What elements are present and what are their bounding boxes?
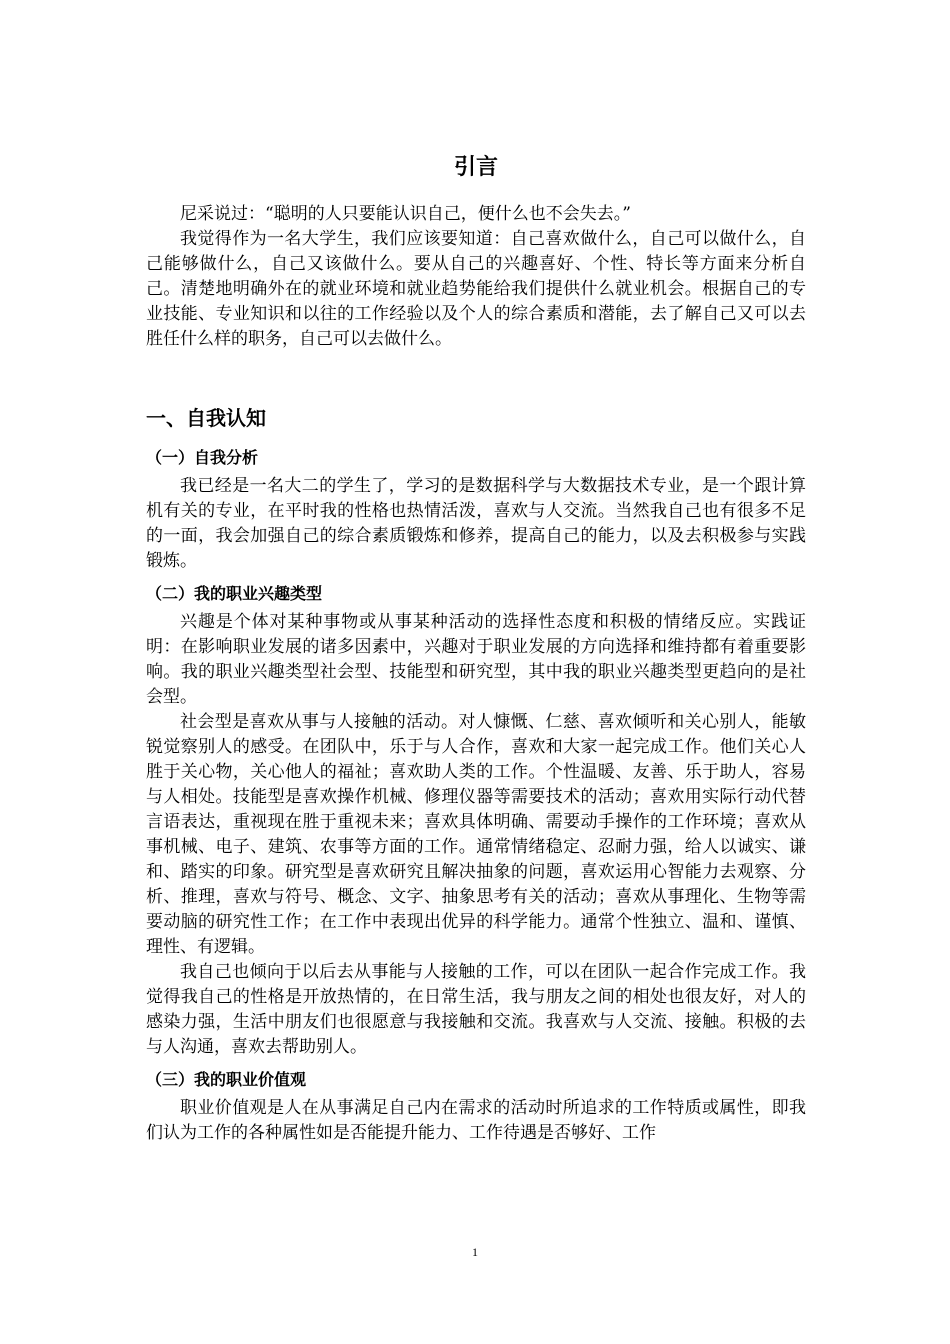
intro-paragraph-2: 我觉得作为一名大学生，我们应该要知道：自己喜欢做什么，自己可以做什么，自己能够做什么，自己又该做什么。要从自己的兴趣喜好、个性、特长等方面来分析自己。清楚地明确外在的就业环境和就业趋势能给我们提供什么就业机会。根据自己的专业技能、专业知识和以往的工作经验以及个人的综合素质和潜能，去了解自己又可以去胜任什么样的职务，自己可以去做什么。	[146, 229, 806, 349]
self-analysis-paragraph: 我已经是一名大二的学生了，学习的是数据科学与大数据技术专业，是一个跟计算机有关的专业，在平时我的性格也热情活泼，喜欢与人交流。当然我自己也有很多不足的一面，我会加强自己的综合素质锻炼和修养，提高自己的能力，以及去积极参与实践锻炼。	[146, 476, 806, 571]
career-values-paragraph: 职业价值观是人在从事满足自己内在需求的活动时所追求的工作特质或属性，即我们认为工作的各种属性如是否能提升能力、工作待遇是否够好、工作	[146, 1098, 806, 1143]
page-number: 1	[472, 1245, 478, 1259]
subsection-heading-career-values: （三）我的职业价值观	[146, 1070, 307, 1089]
section-heading-self-awareness: 一、自我认知	[146, 406, 266, 430]
page-content	[146, 150, 806, 1146]
career-interest-paragraph-1: 兴趣是个体对某种事物或从事某种活动的选择性态度和积极的情绪反应。实践证明：在影响职业发展的诸多因素中，兴趣对于职业发展的方向选择和维持都有着重要影响。我的职业兴趣类型社会型、技能型和研究型，其中我的职业兴趣类型更趋向的是社会型。	[146, 612, 806, 707]
intro-paragraph-1: 尼采说过：“聪明的人只要能认识自己，便什么也不会失去。”	[180, 204, 631, 224]
subsection-heading-self-analysis: （一）自我分析	[146, 448, 259, 467]
career-interest-paragraph-3: 我自己也倾向于以后去从事能与人接触的工作，可以在团队一起合作完成工作。我觉得我自己的性格是开放热情的，在日常生活，我与朋友之间的相处也很友好，对人的感染力强，生活中朋友们也很愿意与我接触和交流。我喜欢与人交流、接触。积极的去与人沟通，喜欢去帮助别人。	[146, 962, 806, 1057]
page-title: 引言	[453, 155, 498, 180]
subsection-heading-career-interest: （二）我的职业兴趣类型	[146, 584, 323, 603]
career-interest-paragraph-2: 社会型是喜欢从事与人接触的活动。对人慷慨、仁慈、喜欢倾听和关心别人，能敏锐觉察别人的感受。在团队中，乐于与人合作，喜欢和大家一起完成工作。他们关心人胜于关心物，关心他人的福祉；喜欢助人类的工作。个性温暖、友善、乐于助人，容易与人相处。技能型是喜欢操作机械、修理仪器等需要技术的活动；喜欢用实际行动代替言语表达，重视现在胜于重视未来；喜欢具体明确、需要动手操作的工作环境；喜欢从事机械、电子、建筑、农事等方面的工作。通常情绪稳定、忍耐力强，给人以诚实、谦和、踏实的印象。研究型是喜欢研究且解决抽象的问题，喜欢运用心智能力去观察、分析、推理，喜欢与符号、概念、文字、抽象思考有关的活动；喜欢从事理化、生物等需要动脑的研究性工作；在工作中表现出优异的科学能力。通常个性独立、温和、谨慎、理性、有逻辑。	[146, 712, 806, 957]
